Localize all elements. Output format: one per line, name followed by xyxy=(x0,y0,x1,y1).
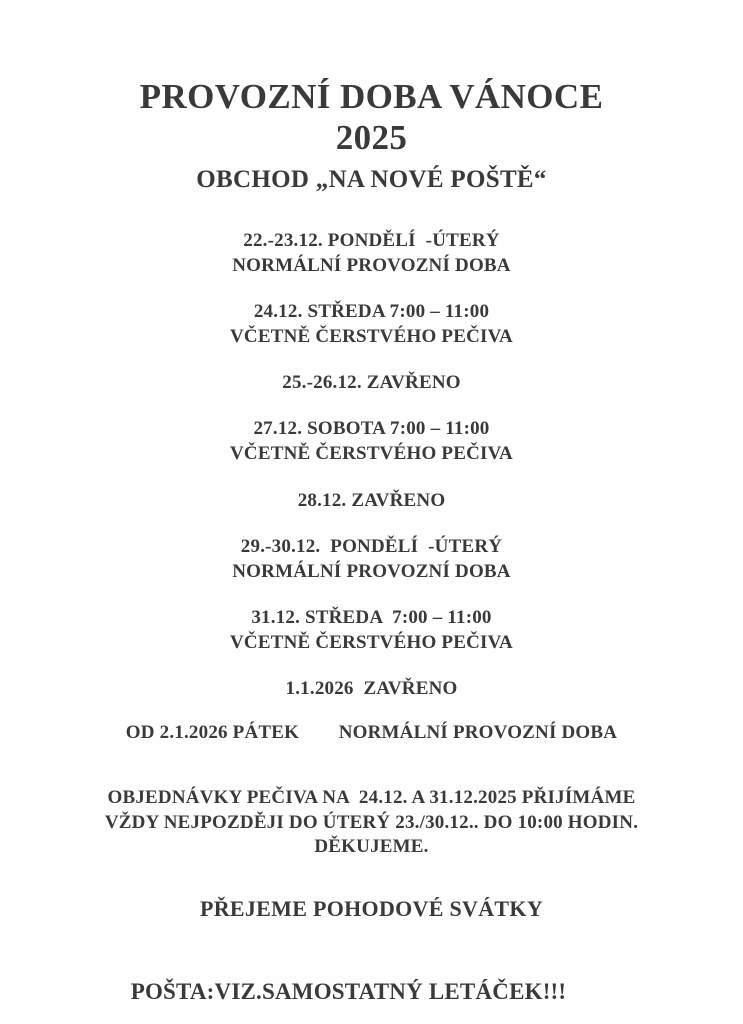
schedule-entry xyxy=(0,299,743,349)
schedule-list xyxy=(0,228,743,744)
holiday-wish: PŘEJEME POHODOVÉ SVÁTKY xyxy=(199,896,544,922)
schedule-entry-date: 27.12. SOBOTA 7:00 – 11:00 xyxy=(253,418,490,440)
orders-notice xyxy=(0,786,743,860)
orders-thanks: DĚKUJEME. xyxy=(314,836,429,858)
schedule-entry xyxy=(0,228,743,278)
schedule-entry-detail: NORMÁLNÍ PROVOZNÍ DOBA xyxy=(232,255,511,277)
post-office-note: POŠTA:VIZ.SAMOSTATNÝ LETÁČEK!!! xyxy=(130,979,567,1005)
schedule-entry-detail: VČETNĚ ČERSTVÉHO PEČIVA xyxy=(230,326,513,348)
schedule-entry xyxy=(0,676,743,701)
page-title: PROVOZNÍ DOBA VÁNOCE xyxy=(139,77,604,116)
reopening-line: OD 2.1.2026 PÁTEK NORMÁLNÍ PROVOZNÍ DOBA xyxy=(125,722,618,743)
schedule-entry-detail: NORMÁLNÍ PROVOZNÍ DOBA xyxy=(232,560,511,582)
schedule-entry-date: 25.-26.12. ZAVŘENO xyxy=(282,372,461,394)
schedule-entry-date: 29.-30.12. PONDĚLÍ -ÚTERÝ xyxy=(240,535,503,557)
title-block xyxy=(0,0,743,194)
schedule-entry-date: 1.1.2026 ZAVŘENO xyxy=(285,677,458,699)
schedule-entry-date: 22.-23.12. PONDĚLÍ -ÚTERÝ xyxy=(243,229,500,251)
schedule-entry xyxy=(0,488,743,513)
schedule-entry-date: 28.12. ZAVŘENO xyxy=(297,489,446,511)
orders-line-2: VŽDY NEJPOZDĚJI DO ÚTERÝ 23./30.12.. DO 10:00 HODIN. xyxy=(104,811,639,833)
schedule-entry xyxy=(0,416,743,466)
schedule-entry xyxy=(0,605,743,655)
schedule-entry-date: 31.12. STŘEDA 7:00 – 11:00 xyxy=(251,606,492,628)
schedule-entry xyxy=(0,534,743,584)
schedule-entry-detail: VČETNĚ ČERSTVÉHO PEČIVA xyxy=(230,443,513,465)
orders-line-1: OBJEDNÁVKY PEČIVA NA 24.12. A 31.12.2025 PŘIJÍMÁME xyxy=(107,787,636,808)
schedule-entry-detail: VČETNĚ ČERSTVÉHO PEČIVA xyxy=(230,631,513,653)
page-subtitle: OBCHOD „NA NOVÉ POŠTĚ“ xyxy=(196,165,547,193)
schedule-entry xyxy=(0,370,743,395)
schedule-entry-date: 24.12. STŘEDA 7:00 – 11:00 xyxy=(253,301,490,323)
page-title-year: 2025 xyxy=(335,117,408,157)
